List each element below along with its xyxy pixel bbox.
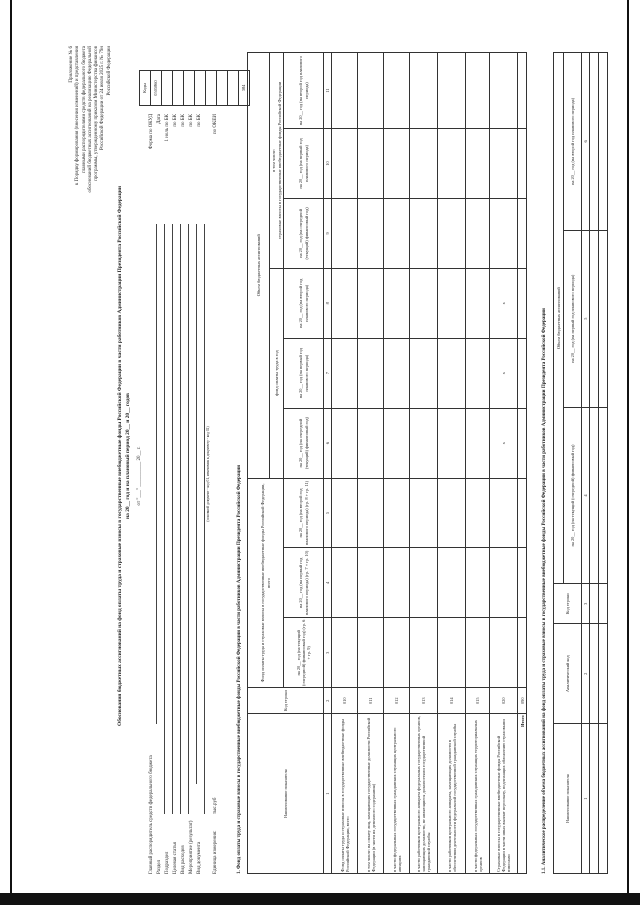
period-header: на 20__ год (на второй год планового периода) (284, 268, 324, 338)
col-number: 6 (324, 408, 332, 478)
header-field-right: по БК (197, 114, 202, 127)
row-name: Фонд оплаты труда и страховые взносы в государственные внебюджетные фонды Российской Федерации, всего (332, 714, 358, 874)
col-number: 2 (324, 688, 332, 714)
header-field-right: по БК (181, 114, 186, 127)
appendix-line: к Порядку формирования (внесения изменений) и представления (75, 46, 81, 186)
header-field-label: Подраздел (165, 851, 170, 874)
header-field-label: Вид документа (197, 841, 202, 874)
code-cell (195, 71, 206, 106)
col-number: 4 (324, 548, 332, 618)
s11-period-header: на 20__ год (на второй год планового периода) (564, 53, 582, 231)
code-cell (206, 71, 217, 106)
col-number: 5 (324, 478, 332, 548)
date-line: от "___" __________ 20__ г. (137, 446, 142, 506)
x-mark: x (490, 268, 518, 338)
table-row (384, 53, 410, 874)
row-code: 014 (438, 688, 466, 714)
col-sub-insurance (270, 53, 284, 269)
appendix-line: Российской Федерации (106, 46, 112, 96)
row-code: 010 (332, 688, 358, 714)
col-number: 1 (324, 714, 332, 874)
s11-col-name: Наименование показателя (554, 724, 582, 874)
col-number: 10 (324, 129, 332, 199)
header-field-line (156, 224, 157, 724)
code-cell (162, 71, 173, 106)
section11-table (553, 52, 608, 874)
table-row (438, 53, 466, 874)
header-field-line (188, 224, 189, 814)
total-row (518, 53, 527, 874)
table-row (466, 53, 490, 874)
row-code: 012 (384, 688, 410, 714)
period-header: на 20__ год (на текущий (очередной) финансовый год) (гр. 6 + гр. 9) (284, 618, 324, 688)
col-number: 3 (582, 584, 590, 624)
s11-col-analytic: Аналитический код (554, 624, 582, 724)
period-header: на 20__ год (на второй год планового периода) (гр. 8 + гр. 11) (284, 478, 324, 548)
code-cell (173, 71, 184, 106)
section1-table (247, 52, 527, 874)
table-row (332, 53, 358, 874)
codes-box (139, 70, 250, 106)
col-number: 4 (582, 407, 590, 584)
col-number: 6 (582, 53, 590, 231)
col-number: 2 (582, 624, 590, 724)
x-mark: x (490, 338, 518, 408)
code-cell (184, 71, 195, 106)
page-title: Обоснования бюджетных ассигнований на фонд оплаты труда и страховые взносы в государственные внебюджетные фонды Российской Федерации в части работников Администрации Президента Российской Федерации (117, 186, 123, 726)
x-mark: x (490, 408, 518, 478)
s11-col-group: Объем бюджетных ассигнований (554, 53, 564, 584)
header-field-right: 1 ноль по БК (165, 114, 170, 142)
appendix-block (69, 46, 113, 316)
doc-type-hint: (основной документ - код 01, изменения к документу - код 02) (206, 426, 210, 522)
appendix-line: обоснований бюджетных ассигнований на реализацию Федеральной (87, 46, 93, 193)
period-header: на 20__ год (на очередной (текущий) финансовый год) (284, 198, 324, 268)
table-row (590, 53, 599, 874)
col-number: 1 (582, 724, 590, 874)
appendix-line: Приложение № 6 (69, 46, 74, 83)
row-name: в том числе: на оплату лиц, замещающих государственные должности Российской Федерации (в части их денежного содержания) (358, 714, 384, 874)
header-field-label: Мероприятие (результат) (189, 820, 194, 874)
appendix-line: главными распорядителями средств федерального бюджета (81, 46, 87, 174)
header-field-line (172, 224, 173, 814)
header-field-line (204, 224, 205, 814)
header-field-label: Вид расходов (181, 845, 186, 874)
period-header: на 20__ год (на очередной (текущий) финансовый год) (284, 408, 324, 478)
s11-period-header: на 20__ год (на текущий (очередной) финансовый год) (564, 407, 582, 584)
okei-label: по ОКЕИ (213, 114, 218, 135)
header-field-label: Раздел (157, 859, 162, 874)
rotated-document-page (67, 36, 640, 876)
section11-title: 1.1. Аналитическое распределение объема бюджетных ассигнований на фонд оплаты труда и страховые взносы в государственные внебюджетные фонды Российской Федерации в части работников Администрации Президента Российской Федерации (542, 308, 547, 874)
header-field-line (196, 224, 197, 784)
row-name: в части федеральных государственных гражданских служащих территориальных органов (466, 714, 490, 874)
section1-title: 1. Фонд оплаты труда и страховые взносы в государственные внебюджетные фонды Российской Федерации в части работников Администрации Президента Российской Федерации (237, 465, 242, 874)
header-field-right: по БК (189, 114, 194, 127)
header-field-right: Дата (157, 114, 162, 124)
page-subtitle: на 20__ год и на плановый период 20__ и 20__ годов (125, 393, 131, 519)
appendix-line: Российской Федерации от 24 июля 2025 г. № 79н (100, 46, 106, 151)
total-label: Итого (518, 714, 527, 874)
s11-col-code: Код строки (554, 584, 582, 624)
col-sub-including: в том числе: (271, 148, 277, 172)
row-name: в части работников центрального аппарата федеральных государственных органов, замещающих должности, не являющиеся должностями государственной гражданской службы (410, 714, 438, 874)
appendix-line: программы, утвержденному приказом Министерства финансов (94, 46, 99, 181)
scan-edge-bottom (0, 893, 640, 905)
header-field-right: по БК (173, 114, 178, 127)
code-okei: 384 (239, 71, 250, 106)
header-field-line (180, 224, 181, 814)
col-code-header: Код строки (248, 688, 324, 714)
row-name: в части работников центрального аппарата, замещающих должности в обеспечении деятельности федеральной государственной гражданской службы (438, 714, 466, 874)
row-name: в части федеральных государственных гражданских служащих центрального аппарата (384, 714, 410, 874)
col-number: 3 (324, 618, 332, 688)
row-code: 015 (466, 688, 490, 714)
code-okud: 0505860 (151, 71, 162, 106)
col-number: 11 (324, 53, 332, 129)
table-row (599, 53, 608, 874)
table-row (410, 53, 438, 874)
unit-label: Единица измерения: (213, 830, 218, 874)
col-sub-insurance-label: страховые взносы в государственные внебюджетные фонды Российской Федерации (276, 81, 282, 239)
header-field-label: Главный распорядитель средств федерального бюджета (149, 755, 154, 874)
col-group-total: Фонд оплаты труда и страховые взносы в государственные внебюджетные фонды Российской Федерации, всего (248, 478, 284, 688)
s11-period-header: на 20__ год (на первый год планового периода) (564, 230, 582, 407)
table-row (358, 53, 384, 874)
col-number: 8 (324, 268, 332, 338)
codes-header: Коды (140, 71, 151, 106)
col-number: 5 (582, 230, 590, 407)
col-group-budget: Объем бюджетных ассигнований (248, 53, 270, 479)
col-name-header: Наименование показателя (248, 714, 324, 874)
period-header: на 20__ год (на первый год планового периода) (284, 129, 324, 199)
total-code: 090 (518, 688, 527, 714)
row-name: Страховые взносы в государственные внебюджетные фонды Российской Федерации в части иных выплат персоналу, подлежащих обложению страховыми взносами (490, 714, 518, 874)
row-code: 020 (490, 688, 518, 714)
scan-edge-left (10, 0, 12, 905)
period-header: на 20__ год (на первый год планового периода) (гр. 7 + гр. 10) (284, 548, 324, 618)
code-cell (217, 71, 228, 106)
period-header: на 20__ год (на второй год планового периода) (284, 53, 324, 129)
row-code: 013 (410, 688, 438, 714)
col-number: 9 (324, 198, 332, 268)
header-field-line (164, 224, 165, 814)
col-number: 7 (324, 338, 332, 408)
period-header: на 20__ год (на первый год планового периода) (284, 338, 324, 408)
row-code: 011 (358, 688, 384, 714)
header-field-label: Целевая статья (173, 842, 178, 874)
unit-value: тыс.руб (213, 797, 218, 814)
col-sub-fot: фонд оплаты труда в год (270, 268, 284, 478)
header-field-right: Форма по ОКУД (149, 114, 154, 150)
table-row (490, 53, 518, 874)
